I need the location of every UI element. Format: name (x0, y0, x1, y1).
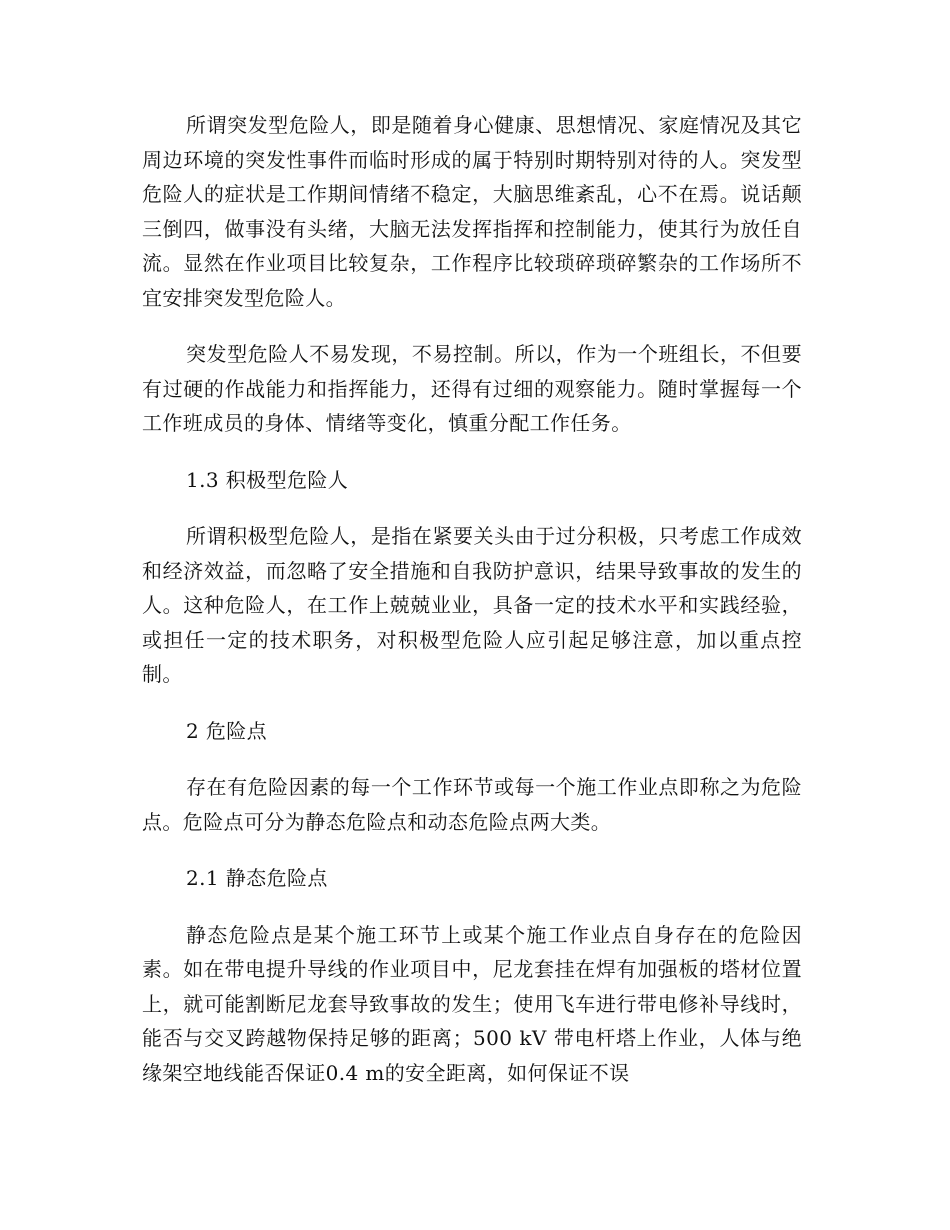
paragraph-active-risk-definition: 所谓积极型危险人，是指在紧要关头由于过分积极，只考虑工作成效和经济效益，而忽略了安全措施和自我防护意识，结果导致事故的发生的人。这种危险人，在工作上兢兢业业，具备一定的技术水平和实践经验，或担任一定的技术职务，对积极型危险人应引起足够注意，加以重点控制。 (142, 524, 802, 686)
document-page (142, 108, 802, 1112)
paragraph-sudden-risk-control: 突发型危险人不易发现，不易控制。所以，作为一个班组长，不但要有过硬的作战能力和指挥能力，还得有过细的观察能力。随时掌握每一个工作班成员的身体、情绪等变化，慎重分配工作任务。 (142, 342, 802, 435)
section-heading-2: 2 危险点 (186, 718, 268, 743)
paragraph-sudden-risk-definition: 所谓突发型危险人，即是随着身心健康、思想情况、家庭情况及其它周边环境的突发性事件而临时形成的属于特别时期特别对待的人。突发型危险人的症状是工作期间情绪不稳定，大脑思维紊乱，心不在焉。说话颠三倒四，做事没有头绪，大脑无法发挥指挥和控制能力，使其行为放任自流。显然在作业项目比较复杂，工作程序比较琐碎琐碎繁杂的工作场所不宜安排突发型危险人。 (142, 113, 802, 310)
paragraph-danger-point-definition: 存在有危险因素的每一个工作环节或每一个施工作业点即称之为危险点。危险点可分为静态危险点和动态危险点两大类。 (142, 775, 802, 834)
paragraph-static-danger-point: 静态危险点是某个施工环节上或某个施工作业点自身存在的危险因素。如在带电提升导线的作业项目中，尼龙套挂在焊有加强板的塔材位置上，就可能割断尼龙套导致事故的发生；使用飞车进行带电修补导线时，能否与交叉跨越物保持足够的距离；500 kV 带电杆塔上作业，人体与绝缘架空地线能否保证0.4 m的安全距离，如何保证不误 (142, 922, 802, 1085)
section-heading-2-1: 2.1 静态危险点 (186, 866, 328, 890)
section-heading-1-3: 1.3 积极型危险人 (186, 467, 349, 492)
